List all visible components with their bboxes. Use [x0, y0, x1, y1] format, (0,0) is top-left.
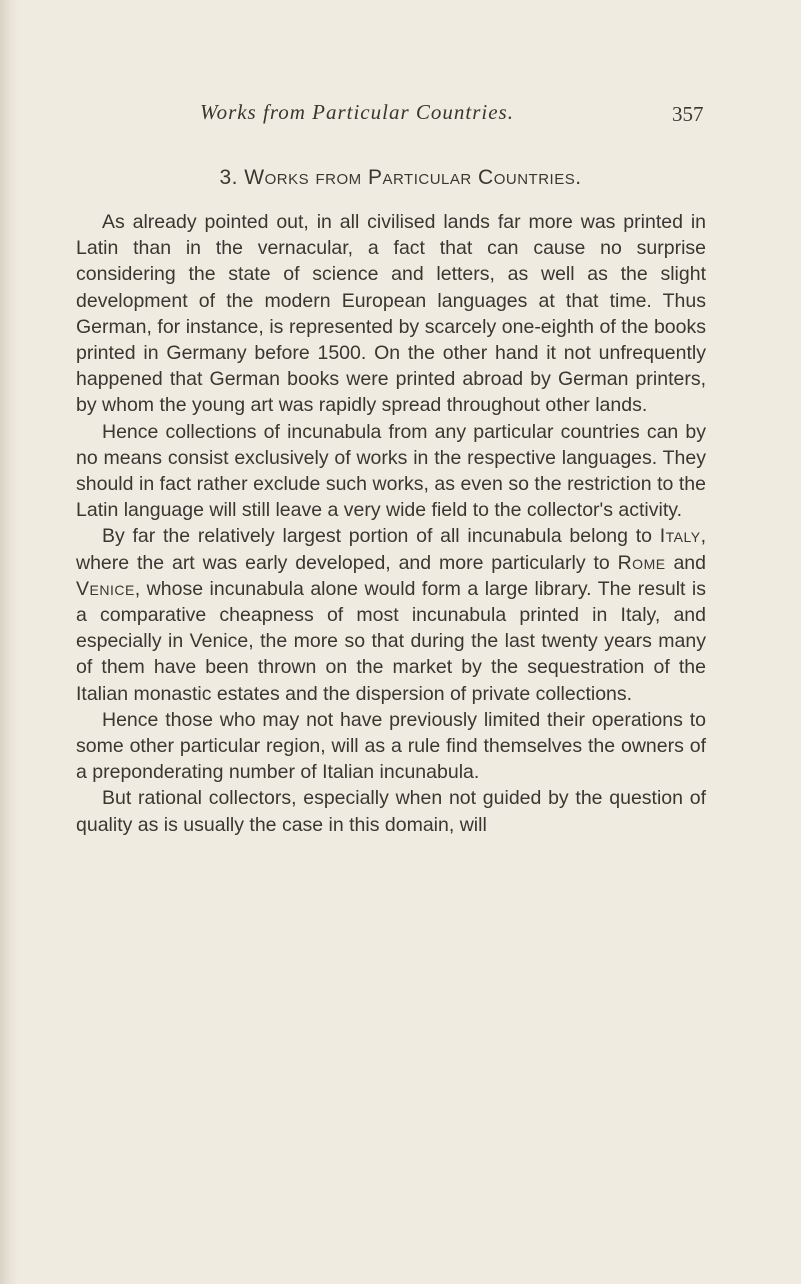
paragraph-2: Hence collections of incunabula from any particular countries can by no means consist exclusively of works in the respective languages. They should in fact rather exclude such works, as even so the restriction to the Latin language will still leave a very wide field to the collector's activity.: [76, 420, 706, 522]
paragraph-3-part-c: and: [665, 551, 706, 574]
place-italy: Italy: [659, 525, 701, 548]
paragraph-3-part-a: By far the relatively largest portion of all incunabula belong to: [102, 525, 660, 548]
place-venice: Venice: [76, 577, 135, 600]
paragraph-3: [76, 523, 706, 706]
page-number: 357: [672, 102, 704, 126]
body-text: [76, 209, 706, 838]
paragraph-3-part-b: , where the art was early developed, and more particularly to: [76, 525, 706, 574]
running-head: Works from Particular Countries.: [200, 100, 514, 124]
paragraph-3-part-d: , whose incunabula alone would form a large library. The result is a comparative cheapness of most incunabula printed in Italy, and especially in Venice, the more so that during the last twenty years many of them have been thrown on the market by the sequestration of the Italian monastic estates and the dispersion of private collections.: [76, 577, 706, 705]
page-gutter-shadow: [0, 0, 18, 1284]
paragraph-1: As already pointed out, in all civilised lands far more was printed in Latin than in the vernacular, a fact that can cause no surprise considering the state of science and letters, as well as the slight development of the modern European languages at that time. Thus German, for instance, is represented by scarcely one-eighth of the books printed in Germany before 1500. On the other hand it not unfrequently happened that German books were printed abroad by German printers, by whom the young art was rapidly spread throughout other lands.: [76, 211, 706, 417]
paragraph-5: But rational collectors, especially when not guided by the question of quality as is usually the case in this domain, will: [76, 787, 706, 836]
place-rome: Rome: [617, 551, 666, 574]
section-title: 3. Works from Particular Countries.: [219, 166, 582, 189]
paragraph-4: Hence those who may not have previously limited their operations to some other particular region, will as a rule find themselves the owners of a preponderating number of Italian incunabula.: [76, 708, 706, 784]
